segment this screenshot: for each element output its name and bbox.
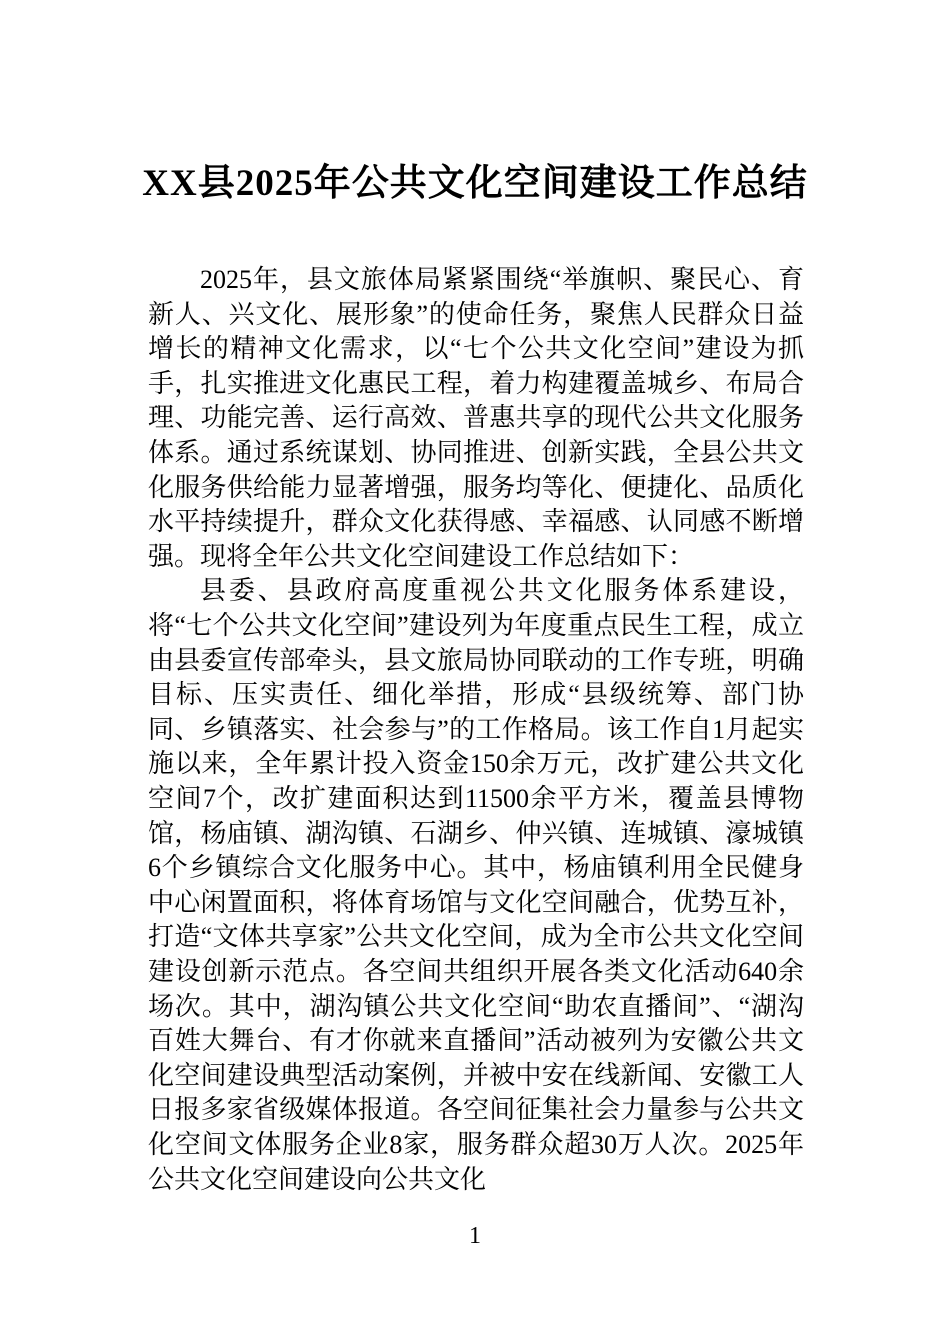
paragraph-2: 县委、县政府高度重视公共文化服务体系建设，将“七个公共文化空间”建设列为年度重点民生工程，成立由县委宣传部牵头，县文旅局协同联动的工作专班，明确目标、压实责任、细化举措，形成“县级统筹、部门协同、乡镇落实、社会参与”的工作格局。该工作自1月起实施以来，全年累计投入资金150余万元，改扩建公共文化空间7个，改扩建面积达到11500余平方米，覆盖县博物馆，杨庙镇、湖沟镇、石湖乡、仲兴镇、连城镇、濠城镇6个乡镇综合文化服务中心。其中，杨庙镇利用全民健身中心闲置面积，将体育场馆与文化空间融合，优势互补，打造“文体共享家”公共文化空间，成为全市公共文化空间建设创新示范点。各空间共组织开展各类文化活动640余场次。其中，湖沟镇公共文化空间“助农直播间”、“湖沟百姓大舞台、有才你就来直播间”活动被列为安徽公共文化空间建设典型活动案例，并被中安在线新闻、安徽工人日报多家省级媒体报道。各空间征集社会力量参与公共文化空间文体服务企业8家，服务群众超30万人次。2025年公共文化空间建设向公共文化 — [148, 576, 804, 1194]
document-title: XX县2025年公共文化空间建设工作总结 — [142, 163, 808, 204]
page-number: 1 — [469, 1223, 481, 1249]
document-body — [148, 263, 804, 1197]
paragraph-1: 2025年，县文旅体局紧紧围绕“举旗帜、聚民心、育新人、兴文化、展形象”的使命任务，聚焦人民群众日益增长的精神文化需求，以“七个公共文化空间”建设为抓手，扎实推进文化惠民工程，着力构建覆盖城乡、布局合理、功能完善、运行高效、普惠共享的现代公共文化服务体系。通过系统谋划、协同推进、创新实践，全县公共文化服务供给能力显著增强，服务均等化、便捷化、品质化水平持续提升，群众文化获得感、幸福感、认同感不断增强。现将全年公共文化空间建设工作总结如下： — [148, 265, 804, 571]
